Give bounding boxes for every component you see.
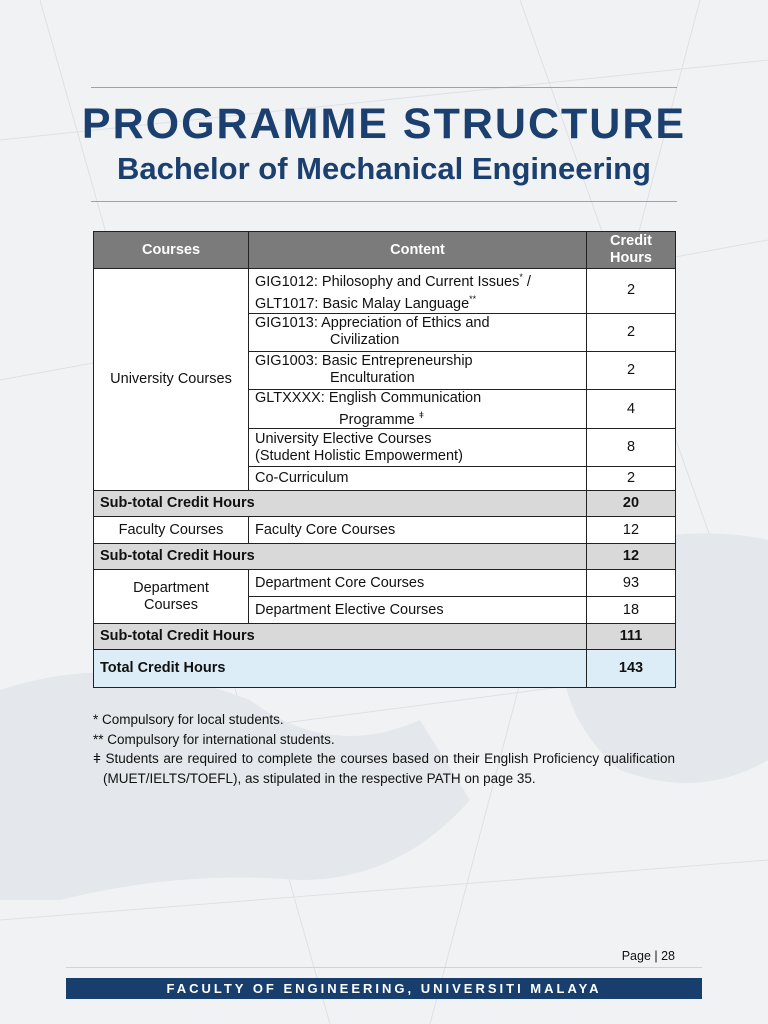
content-line: GLTXXXX: English Communication (255, 389, 482, 406)
content-cell: Co-Curriculum (249, 467, 587, 491)
content-line: GIG1013: Appreciation of Ethics and (255, 315, 490, 332)
content-text: Programme (339, 411, 415, 428)
credit-cell: 8 (587, 429, 676, 467)
title-bottom-rule (91, 201, 677, 202)
header-credit-line1: Credit (610, 233, 652, 249)
content-line: Civilization (330, 332, 400, 349)
header-credit-line2: Hours (610, 250, 652, 266)
subtotal-row (94, 491, 676, 517)
footnote-international: ** Compulsory for international students. (93, 731, 335, 747)
footer-banner: FACULTY OF ENGINEERING, UNIVERSITI MALAYA (66, 978, 702, 999)
subtotal-label: Sub-total Credit Hours (94, 544, 587, 570)
credit-cell: 93 (587, 570, 676, 597)
content-line: (Student Holistic Empowerment) (255, 447, 463, 464)
content-cell: Department Core Courses (249, 570, 587, 597)
footnote-mark: ** (469, 293, 477, 304)
label-line: Courses (144, 596, 198, 613)
header-courses: Courses (94, 232, 249, 269)
footnotes (93, 710, 675, 788)
content-cell: Department Elective Courses (249, 597, 587, 624)
header-content: Content (249, 232, 587, 269)
credit-cell: 12 (587, 517, 676, 544)
title-top-rule (91, 87, 677, 88)
header-credit-hours (587, 232, 676, 269)
footer-divider (66, 967, 702, 968)
subtotal-value: 111 (587, 624, 676, 650)
subtotal-label: Sub-total Credit Hours (94, 624, 587, 650)
department-courses-label (94, 570, 249, 624)
content-cell (249, 351, 587, 389)
label-line: Department (133, 579, 209, 596)
content-line: GIG1012: Philosophy and Current Issues (255, 273, 520, 290)
faculty-courses-label: Faculty Courses (94, 517, 249, 544)
content-line (255, 407, 580, 429)
total-row (94, 650, 676, 688)
content-line: Enculturation (330, 370, 415, 387)
footnote-local: * Compulsory for local students. (93, 712, 284, 727)
page-subtitle: Bachelor of Mechanical Engineering (116, 151, 651, 186)
content-line: / (522, 273, 531, 290)
table-header-row (94, 232, 676, 269)
table-row (94, 517, 676, 544)
subtotal-label: Sub-total Credit Hours (94, 491, 587, 517)
total-value: 143 (587, 650, 676, 688)
credit-cell: 4 (587, 389, 676, 429)
footnote-mark: * (519, 272, 523, 282)
content-line: GIG1003: Basic Entrepreneurship (255, 353, 473, 370)
content-line: GLT1017: Basic Malay Language (255, 295, 470, 312)
subtotal-value: 12 (587, 544, 676, 570)
content-cell (249, 429, 587, 467)
subtotal-value: 20 (587, 491, 676, 517)
credit-cell: 2 (587, 269, 676, 314)
content-cell (249, 389, 587, 429)
content-cell: Faculty Core Courses (249, 517, 587, 544)
content-cell (249, 269, 587, 314)
table-row (94, 269, 676, 314)
credit-cell: 2 (587, 351, 676, 389)
university-courses-label: University Courses (94, 269, 249, 491)
credit-cell: 18 (587, 597, 676, 624)
subtotal-row (94, 544, 676, 570)
subtotal-row (94, 624, 676, 650)
content-cell (249, 313, 587, 351)
programme-structure-table (93, 231, 676, 688)
total-label: Total Credit Hours (94, 650, 587, 688)
credit-cell: 2 (587, 467, 676, 491)
page-number: Page | 28 (621, 949, 675, 963)
footnote-english-proficiency: ǂ Students are required to complete the courses based on their English Proficiency qualification (MUET/IELTS/TOEFL), as stipulated in the respective PATH on page 35. (93, 751, 675, 786)
footnote-mark: ǂ (418, 409, 425, 420)
page-title: PROGRAMME STRUCTURE (81, 100, 687, 148)
content-line: University Elective Courses (255, 430, 432, 447)
table-row (94, 570, 676, 597)
credit-cell: 2 (587, 313, 676, 351)
